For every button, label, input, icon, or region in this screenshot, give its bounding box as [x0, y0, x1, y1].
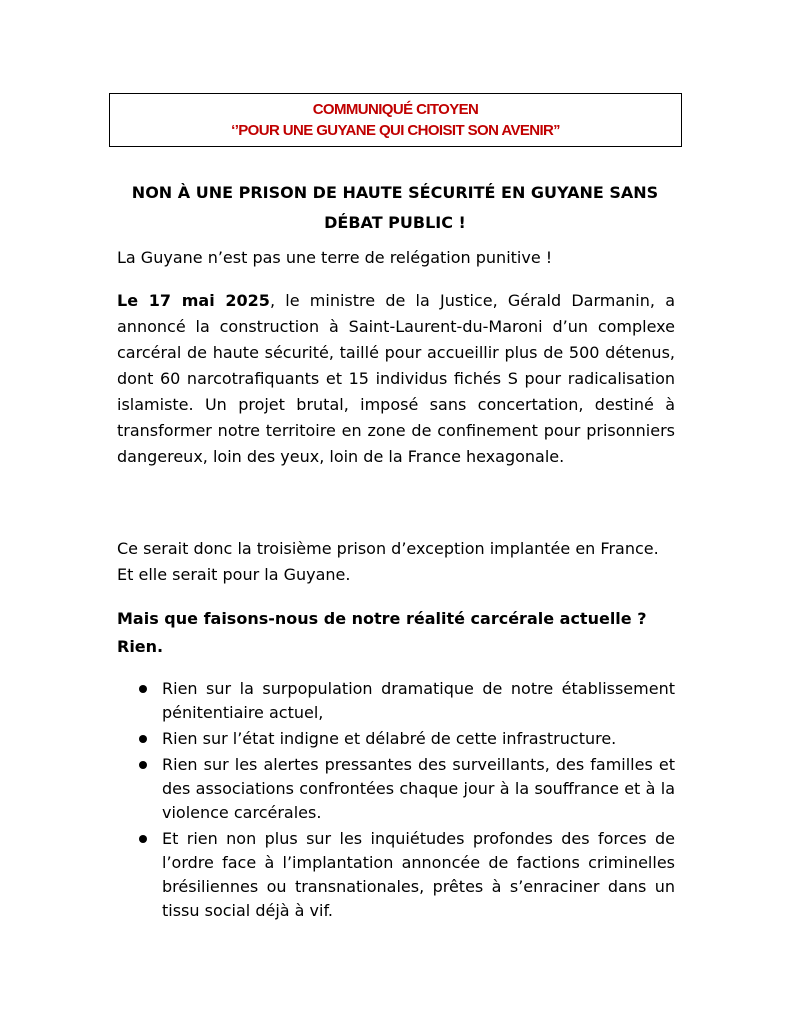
third-paragraph: Ce serait donc la troisième prison d’exception implantée en France. Et elle serait pour la Guyane. — [117, 539, 659, 584]
date-highlight: Le 17 mai 2025 — [117, 291, 270, 310]
document-title — [112, 178, 678, 238]
bullet-list — [117, 677, 675, 925]
communique-header-box — [109, 93, 682, 147]
bullet-icon — [139, 735, 147, 743]
header-line-1: COMMUNIQUÉ CITOYEN — [312, 101, 479, 118]
main-paragraph — [117, 288, 675, 470]
bullet-icon — [139, 835, 147, 843]
bullet-text: Et rien non plus sur les inquiétudes profondes des forces de l’ordre face à l’implantation annoncée de factions criminelles brésiliennes ou transnationales, prêtes à s’enraciner dans un tissu social déjà à vif. — [162, 829, 675, 920]
intro-paragraph: La Guyane n’est pas une terre de relégation punitive ! — [117, 248, 553, 267]
question-paragraph: Mais que faisons-nous de notre réalité carcérale actuelle ? Rien. — [117, 609, 647, 656]
list-item — [117, 827, 675, 923]
title-line-1: NON À UNE PRISON DE HAUTE SÉCURITÉ EN GUYANE SANS — [131, 183, 659, 202]
bullet-text: Rien sur la surpopulation dramatique de notre établissement pénitentiaire actuel, — [162, 679, 675, 722]
bullet-text: Rien sur l’état indigne et délabré de cette infrastructure. — [162, 729, 617, 748]
bullet-icon — [139, 685, 147, 693]
title-line-2: DÉBAT PUBLIC ! — [324, 213, 466, 232]
list-item — [117, 727, 675, 751]
bullet-icon — [139, 761, 147, 769]
bullet-text: Rien sur les alertes pressantes des surveillants, des familles et des associations confrontées chaque jour à la souffrance et à la violence carcérales. — [162, 755, 675, 822]
list-item — [117, 753, 675, 825]
list-item — [117, 677, 675, 725]
main-paragraph-text: , le ministre de la Justice, Gérald Darmanin, a annoncé la construction à Saint-Laurent-du-Maroni d’un complexe carcéral de haute sécurité, taillé pour accueillir plus de 500 détenus, dont 60 narcotrafiquants et 15 individus fichés S pour radicalisation islamiste. Un projet brutal, imposé sans concertation, destiné à transformer notre territoire en zone de confinement pour prisonniers dangereux, loin des yeux, loin de la France hexagonale. — [117, 291, 676, 466]
header-line-2: ‘’POUR UNE GUYANE QUI CHOISIT SON AVENIR’’ — [231, 122, 560, 139]
